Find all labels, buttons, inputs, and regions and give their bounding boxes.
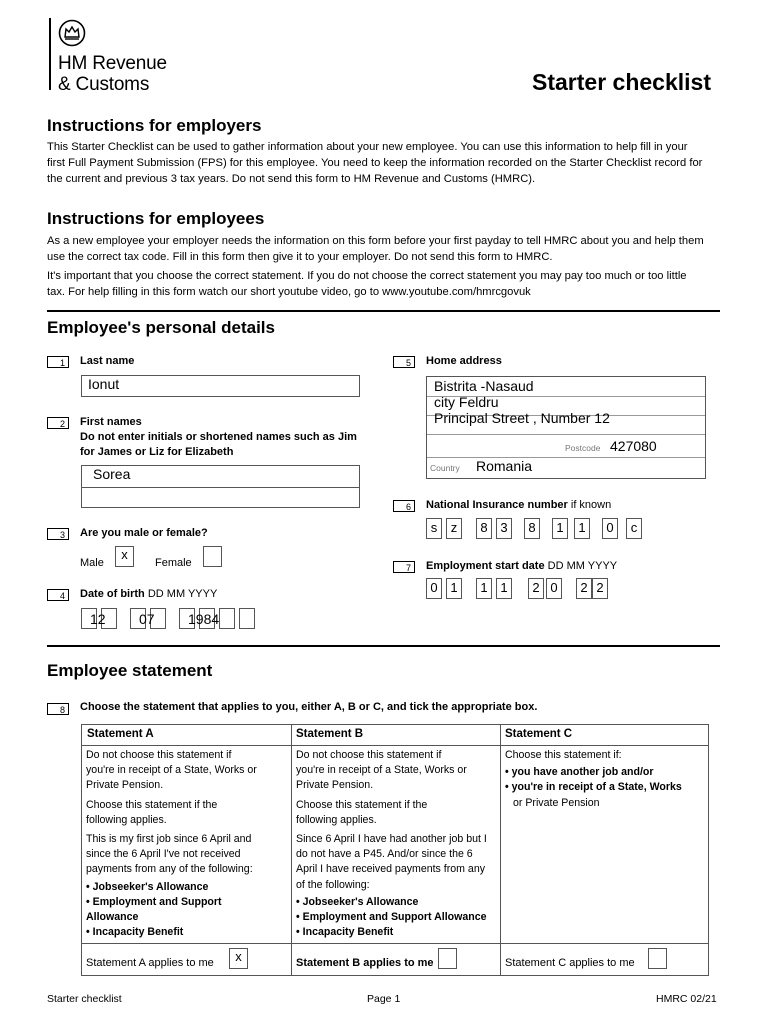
organisation-name: HM Revenue & Customs	[58, 53, 167, 95]
q4-number: 4	[47, 589, 69, 601]
q5-label: Home address	[426, 355, 502, 367]
start-date-cell[interactable]: 2	[592, 578, 608, 599]
statement-table	[81, 724, 709, 976]
ni-number-cell[interactable]: 1	[552, 518, 568, 539]
footer-form-code: HMRC 02/21	[656, 993, 717, 1005]
dob-month-value: 07	[139, 611, 155, 627]
start-date-cell[interactable]: 1	[446, 578, 462, 599]
q7-label: Employment start date DD MM YYYY	[426, 560, 618, 572]
q3-number: 3	[47, 528, 69, 540]
statement-a-body: Do not choose this statement if you're in receipt of a State, Works or Private Pension. Choose this statement if the following applies. This is my first job since 6 April and since the 6 April I've not received payments from any of the following: • Jobseeker's Allowance • Employment and Support Allowance • Incapacity Benefit	[86, 748, 258, 940]
dob-day-value: 12	[90, 611, 106, 627]
ni-number-cell[interactable]: c	[626, 518, 642, 539]
statement-heading: Employee statement	[47, 661, 213, 680]
start-date-cell[interactable]: 2	[576, 578, 592, 599]
employees-heading: Instructions for employees	[47, 209, 265, 228]
q1-number: 1	[47, 356, 69, 368]
q6-label: National Insurance number if known	[426, 499, 612, 511]
statement-b-checkbox[interactable]	[438, 948, 457, 969]
last-name-field[interactable]	[81, 375, 360, 397]
ni-number-cell[interactable]: 1	[574, 518, 590, 539]
first-names-field[interactable]	[81, 465, 360, 508]
employers-text: This Starter Checklist can be used to gather information about your new employee. You can use this information to help fill in your first Full Payment Submission (FPS) for this employee. You need to keep the information recorded on the Starter Checklist record for the current and previous 3 tax years. Do not send this form to HM Revenue and Customs (HMRC).	[47, 141, 703, 185]
ni-number-cell[interactable]: z	[446, 518, 462, 539]
start-date-cell[interactable]: 0	[426, 578, 442, 599]
document-title: Starter checklist	[532, 69, 711, 95]
statement-c-checkbox[interactable]	[648, 948, 667, 969]
ni-number-cell[interactable]: 8	[476, 518, 492, 539]
statement-a-checkbox[interactable]: x	[229, 948, 248, 969]
dob-year-cell-3[interactable]	[219, 608, 235, 629]
q8-label: Choose the statement that applies to you, either A, B or C, and tick the appropriate box.	[80, 701, 538, 713]
personal-heading: Employee's personal details	[47, 318, 275, 337]
employers-heading: Instructions for employers	[47, 116, 262, 135]
home-address-field[interactable]	[426, 376, 706, 479]
female-checkbox[interactable]	[203, 546, 222, 567]
q2-hint: Do not enter initials or shortened names such as Jim for James or Liz for Elizabeth	[80, 431, 357, 458]
q5-number: 5	[393, 356, 415, 368]
q3-label: Are you male or female?	[80, 527, 208, 539]
q4-label: Date of birth DD MM YYYY	[80, 588, 218, 600]
statement-b-body: Do not choose this statement if you're in receipt of a State, Works or Private Pension. Choose this statement if the following applies. Since 6 April I have had another job but I do not have a P45. And/or since the 6 April I have received payments from any of the following: • Jobseeker's Allowance • Employment and Support Allowance • Incapacity Benefit	[296, 748, 492, 940]
footer-form-name: Starter checklist	[47, 993, 122, 1005]
address-line-2: city Feldru	[434, 394, 499, 410]
statement-b-applies: Statement B applies to me	[296, 957, 434, 969]
country-label: Country	[430, 463, 460, 473]
male-label: Male	[80, 557, 104, 569]
country-value: Romania	[476, 458, 533, 474]
start-date-cell[interactable]: 2	[528, 578, 544, 599]
start-date-cell[interactable]: 1	[476, 578, 492, 599]
statement-b-title: Statement B	[296, 728, 364, 740]
q2-number: 2	[47, 417, 69, 429]
statement-a-applies: Statement A applies to me	[86, 957, 214, 969]
postcode-label: Postcode	[565, 443, 601, 453]
female-label: Female	[155, 557, 192, 569]
statement-c-applies: Statement C applies to me	[505, 957, 635, 969]
section-divider	[47, 645, 720, 647]
dob-year-cell-4[interactable]	[239, 608, 255, 629]
ni-number-cell[interactable]: 3	[496, 518, 512, 539]
first-names-value: Sorea	[93, 466, 131, 482]
start-date-cell[interactable]: 0	[546, 578, 562, 599]
dob-year-value: 1984	[188, 611, 220, 627]
section-divider	[47, 310, 720, 312]
employees-text: As a new employee your employer needs the information on this form before your first payday to tell HMRC about you and help them use the correct tax code. Fill in this form then give it to your employer. Do not send this form to HMRC. It's important that you choose the correct statement. If you do not choose the correct statement you may pay too much or too little tax. For help filling in this form watch our short youtube video, go to www.youtube.com/hmrcgovuk	[47, 235, 704, 298]
ni-number-cell[interactable]: s	[426, 518, 442, 539]
q8-number: 8	[47, 703, 69, 715]
male-checkbox[interactable]: x	[115, 546, 134, 567]
q1-label: Last name	[80, 355, 135, 367]
address-line-3: Principal Street , Number 12	[434, 410, 610, 426]
royal-crest-icon	[58, 19, 86, 47]
q7-number: 7	[393, 561, 415, 573]
q6-number: 6	[393, 500, 415, 512]
statement-c-title: Statement C	[505, 728, 573, 740]
postcode-value: 427080	[610, 438, 657, 454]
address-line-1: Bistrita -Nasaud	[434, 378, 534, 394]
logo-rule	[49, 18, 51, 90]
ni-number-cell[interactable]: 0	[602, 518, 618, 539]
footer-page-number: Page 1	[367, 993, 401, 1005]
start-date-cell[interactable]: 1	[496, 578, 512, 599]
statement-c-body: Choose this statement if: • you have another job and/or • you're in receipt of a State, Works or Private Pension	[505, 748, 705, 811]
last-name-value: Ionut	[88, 376, 120, 392]
statement-a-title: Statement A	[87, 728, 154, 740]
q2-label: First names	[80, 416, 142, 428]
ni-number-cell[interactable]: 8	[524, 518, 540, 539]
